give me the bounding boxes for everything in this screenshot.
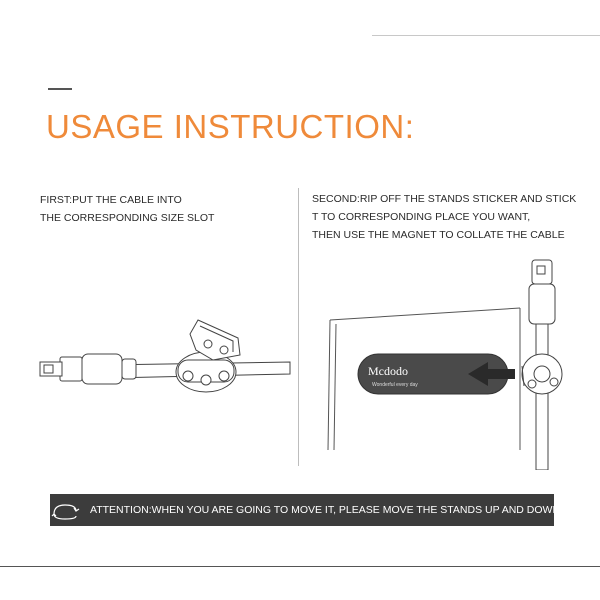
step-second-line: T TO CORRESPONDING PLACE YOU WANT, [312,211,531,223]
step-first-line: FIRST:PUT THE CABLE INTO [40,194,182,206]
attention-text: ATTENTION:WHEN YOU ARE GOING TO MOVE IT, PLEASE MOVE THE STANDS UP AND DOWN [90,504,561,516]
magnet-strip-illustration [310,250,590,470]
tagline-text: Wonderful every day [372,382,418,388]
step-second-line: THEN USE THE MAGNET TO COLLATE THE CABLE [312,229,565,241]
step-first-line: THE CORRESPONDING SIZE SLOT [40,212,215,224]
step-second-text [312,190,576,244]
move-arrows-icon [50,494,80,526]
step-first-text [40,191,214,227]
brand-text: Mcdodo [368,364,408,378]
attention-banner [50,494,561,526]
cable-clip-illustration [28,310,298,420]
page-title: USAGE INSTRUCTION: [46,108,415,145]
step-second-line: SECOND:RIP OFF THE STANDS STICKER AND STICK [312,193,577,205]
accent-dash [48,88,72,90]
top-rule [372,35,600,36]
bottom-rule [0,566,600,567]
column-divider [298,188,299,466]
